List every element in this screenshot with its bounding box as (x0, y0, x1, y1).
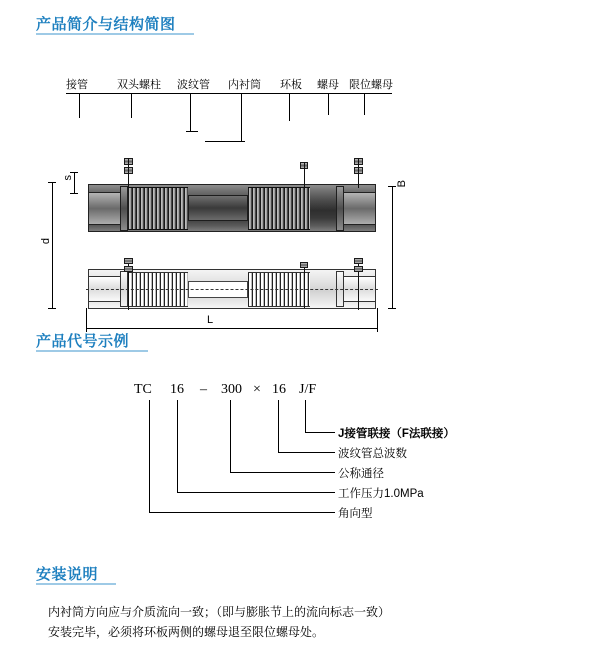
section-title-code: 产品代号示例 (36, 333, 130, 350)
section-title-intro: 产品简介与结构简图 (36, 16, 176, 33)
elbow-line-diameter-v (230, 400, 231, 472)
dim-B-tick-bottom (388, 308, 396, 309)
nozzle-left-upper (88, 192, 122, 225)
callout-label-liner: 内衬筒 (228, 79, 261, 91)
elbow-line-connection-v (305, 400, 306, 432)
lead-nozzle (79, 93, 80, 118)
stud-upper-right (358, 158, 359, 188)
code-token-times: × (253, 382, 261, 397)
stud-upper-mid (304, 162, 305, 190)
dim-d-line (52, 182, 53, 308)
dim-label-L: L (207, 314, 214, 326)
code-token-pressure: 16 (170, 382, 184, 397)
code-note-connection: J接管联接（F法联接） (338, 428, 455, 440)
elbow-line-diameter-h (230, 472, 335, 473)
callout-label-double-end-stud: 双头螺柱 (117, 79, 161, 91)
liner-upper (188, 195, 248, 221)
lead-bellows (190, 93, 191, 131)
callout-label-limit-nut: 限位螺母 (349, 79, 393, 91)
code-token-series: TC (134, 382, 152, 397)
section-underline-install (36, 583, 116, 585)
code-token-diameter: 300 (221, 382, 242, 397)
dim-d-tick-bottom (48, 308, 56, 309)
product-code-diagram (0, 370, 600, 530)
nut-lower-right-a (354, 258, 363, 264)
elbow-line-pressure-v (177, 400, 178, 492)
elbow-line-waves-v (278, 400, 279, 452)
structure-diagram (0, 62, 600, 326)
lead-stub-bellows (186, 131, 198, 132)
section-underline-intro (36, 33, 194, 35)
code-note-waves: 波纹管总波数 (338, 448, 407, 460)
code-token-waves: 16 (272, 382, 286, 397)
callout-label-bellows: 波纹管 (177, 79, 210, 91)
elbow-line-waves-h (278, 452, 335, 453)
stud-lower-mid (304, 262, 305, 308)
code-note-pressure: 工作压力1.0MPa (338, 488, 424, 500)
dim-L-ext-left (86, 308, 87, 330)
lead-liner (241, 93, 242, 141)
code-token-dash: – (200, 382, 207, 397)
dim-label-s: s (62, 175, 74, 181)
dim-L-ext-right (377, 308, 378, 330)
dim-s-tick-bottom (70, 193, 78, 194)
nut-lower-mid (300, 262, 308, 268)
bellows-right-upper (248, 187, 310, 230)
bellows-left-upper (128, 187, 188, 230)
lead-ring-plate (289, 93, 290, 121)
lead-stub-liner (205, 141, 245, 142)
dim-d-tick-top (48, 182, 56, 183)
elbow-line-type-v (149, 400, 150, 512)
dim-label-B: B (396, 180, 408, 188)
stud-upper-left (128, 158, 129, 188)
nut-lower-right-b (354, 266, 363, 272)
code-note-diameter: 公称通径 (338, 468, 384, 480)
elbow-line-type-h (149, 512, 335, 513)
callout-label-nut: 螺母 (317, 79, 339, 91)
code-note-type: 角向型 (338, 508, 373, 520)
dim-L-line (86, 328, 378, 329)
elbow-line-connection-h (305, 432, 335, 433)
flange-left-upper (120, 186, 128, 231)
dim-B-tick-top (388, 186, 396, 187)
install-instruction-line-2: 安装完毕，必须将环板两侧的螺母退至限位螺母处。 (48, 625, 325, 639)
dim-label-d: d (40, 238, 52, 245)
section-underline-code (36, 350, 148, 352)
lead-limit-nut (364, 93, 365, 115)
lead-nut (328, 93, 329, 115)
nozzle-right-upper (343, 192, 376, 225)
centerline-lower (86, 289, 378, 290)
nut-lower-left-b (124, 266, 133, 272)
lead-stud (131, 93, 132, 118)
nut-lower-left-a (124, 258, 133, 264)
dim-s-tick-top (70, 172, 78, 173)
callout-label-nozzle: 接管 (66, 79, 88, 91)
section-title-install: 安装说明 (36, 566, 99, 583)
callout-label-ring-plate: 环板 (280, 79, 302, 91)
callout-rail (66, 93, 392, 94)
dim-s-line (74, 172, 75, 194)
install-instruction-line-1: 内衬筒方向应与介质流向一致；（即与膨胀节上的流向标志一致） (48, 605, 391, 619)
elbow-line-pressure-h (177, 492, 335, 493)
dim-B-line (392, 186, 393, 308)
code-token-connection: J/F (299, 382, 317, 397)
